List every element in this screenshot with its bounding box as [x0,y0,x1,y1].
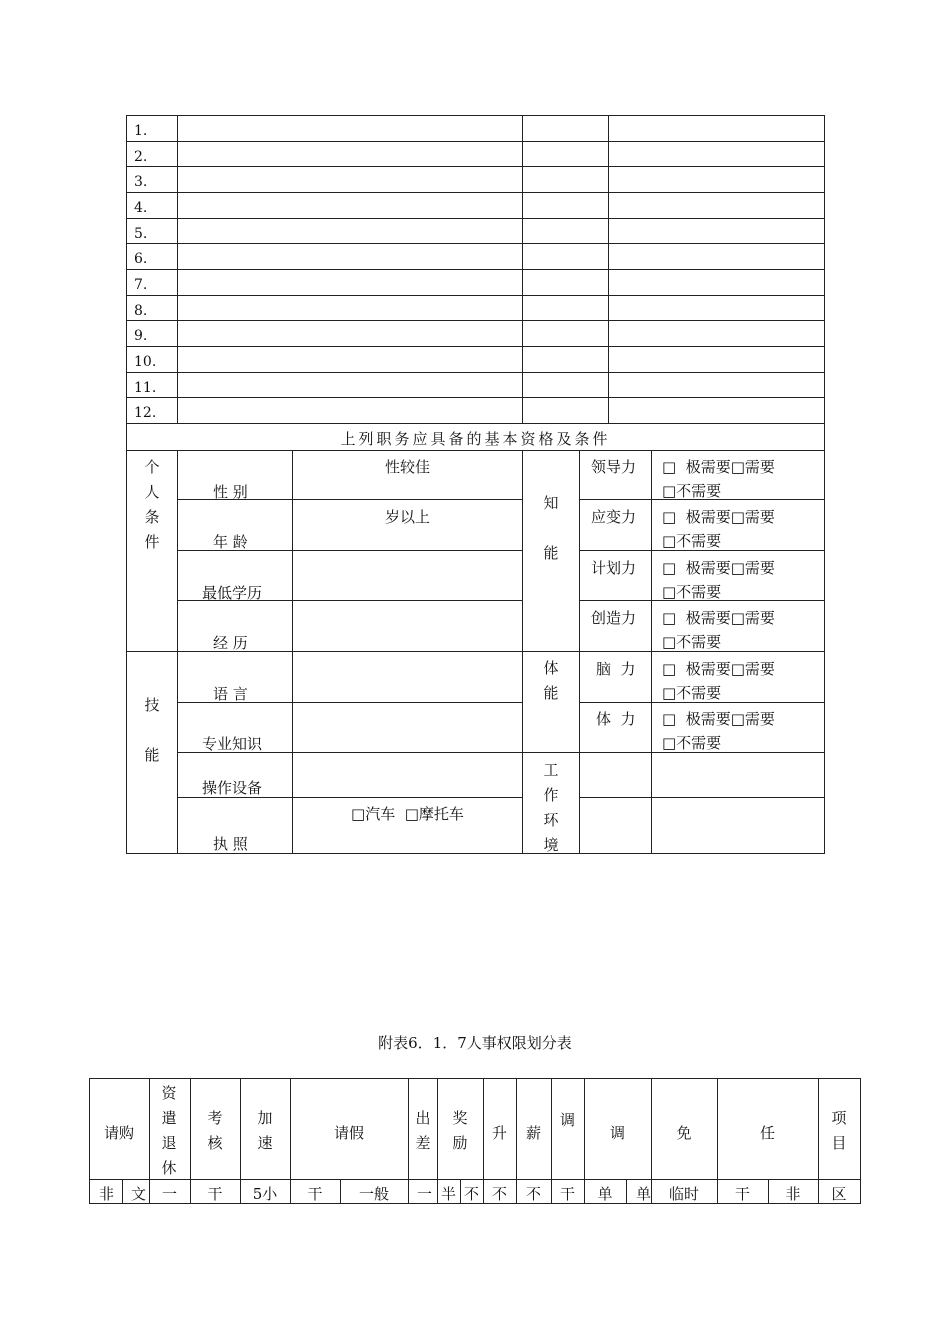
table-cell: 一 [161,1185,177,1203]
table-cell: 单 [636,1185,652,1203]
table-cell: 一般 [358,1185,389,1203]
planning-label: 计划力 [591,559,637,577]
table-cell: 5小 [252,1185,278,1203]
age-value: 岁以上 [384,508,430,526]
age-label: 年 龄 [213,533,248,551]
physical-label: 体 能 [543,659,559,702]
language-label: 语 言 [213,685,248,703]
row-number: 8. [134,303,148,319]
section-header: 上列职务应具备的基本资格及条件 [340,430,611,448]
table-cell: 不 [491,1185,507,1203]
adaptability-options-2: □不需要 [662,532,722,550]
adaptability-options: □ 极需要□需要 [662,508,775,526]
header-dismiss-retire: 资 遣 退 休 [161,1084,177,1177]
mental-strength-options: □ 极需要□需要 [662,660,775,678]
adaptability-label: 应变力 [591,508,637,526]
header-promote: 升 [491,1124,507,1142]
table-cell: 干 [734,1185,750,1203]
planning-options-2: □不需要 [662,583,722,601]
table-cell: 半 [440,1185,456,1203]
table-cell: 单 [597,1185,613,1203]
row-number: 12. [134,405,157,421]
table-title: 附表6．1．7人事权限划分表 [378,1034,572,1052]
physical-strength-label: 体 力 [596,710,636,728]
row-number: 5. [134,226,148,242]
table-cell: 一 [416,1185,432,1203]
table-cell: 干 [207,1185,223,1203]
skills-label: 技 能 [144,696,160,764]
row-number: 10. [134,354,157,370]
physical-strength-options: □ 极需要□需要 [662,710,775,728]
header-leave: 请假 [333,1124,364,1142]
creativity-options-2: □不需要 [662,633,722,651]
leadership-label: 领导力 [591,458,637,476]
table-cell: 非 [785,1185,801,1203]
mental-strength-label: 脑 力 [596,660,636,678]
header-salary: 薪 [525,1124,541,1142]
planning-options: □ 极需要□需要 [662,559,775,577]
table-cell: 干 [559,1185,575,1203]
header-transfer-1: 调 [559,1111,575,1129]
table-cell: 不 [463,1185,479,1203]
table-cell: 不 [525,1185,541,1203]
gender-value: 性较佳 [384,458,430,476]
creativity-options: □ 极需要□需要 [662,609,775,627]
header-overtime: 加 速 [257,1109,273,1152]
leadership-options: □ 极需要□需要 [662,458,775,476]
license-label: 执 照 [213,835,248,853]
header-item: 项 目 [831,1109,847,1152]
knowledge-label: 知 能 [543,494,559,562]
table-cell: 文 [131,1185,147,1203]
header-appoint: 任 [759,1124,775,1142]
row-number: 11. [134,380,157,396]
row-number: 3. [134,174,148,190]
equipment-label: 操作设备 [202,779,263,797]
header-dismissal: 免 [676,1124,692,1142]
header-assess: 考 核 [207,1109,223,1152]
work-environment-label: 工 作 环 境 [543,761,559,854]
header-purchase: 请购 [103,1124,134,1142]
physical-strength-options-2: □不需要 [662,734,722,752]
table-cell: 临时 [668,1185,699,1203]
mental-strength-options-2: □不需要 [662,684,722,702]
education-label: 最低学历 [202,584,263,602]
row-number: 4. [134,200,148,216]
professional-knowledge-label: 专业知识 [202,735,263,753]
header-reward: 奖 励 [452,1109,468,1152]
header-business-trip: 出 差 [415,1109,431,1152]
row-number: 2. [134,149,148,165]
leadership-options-2: □不需要 [662,482,722,500]
experience-label: 经 历 [213,634,248,652]
creativity-label: 创造力 [591,609,637,627]
row-number: 1. [134,123,148,139]
personal-conditions-label: 个 人 条 件 [144,458,160,551]
header-transfer-2: 调 [609,1124,625,1142]
row-number: 7. [134,277,148,293]
table-cell: 干 [307,1185,323,1203]
table-cell: 区 [831,1185,847,1203]
gender-label: 性 别 [213,483,248,501]
row-number: 6. [134,251,148,267]
license-value: □汽车 □摩托车 [351,805,464,823]
table-cell: 非 [99,1185,115,1203]
row-number: 9. [134,328,148,344]
